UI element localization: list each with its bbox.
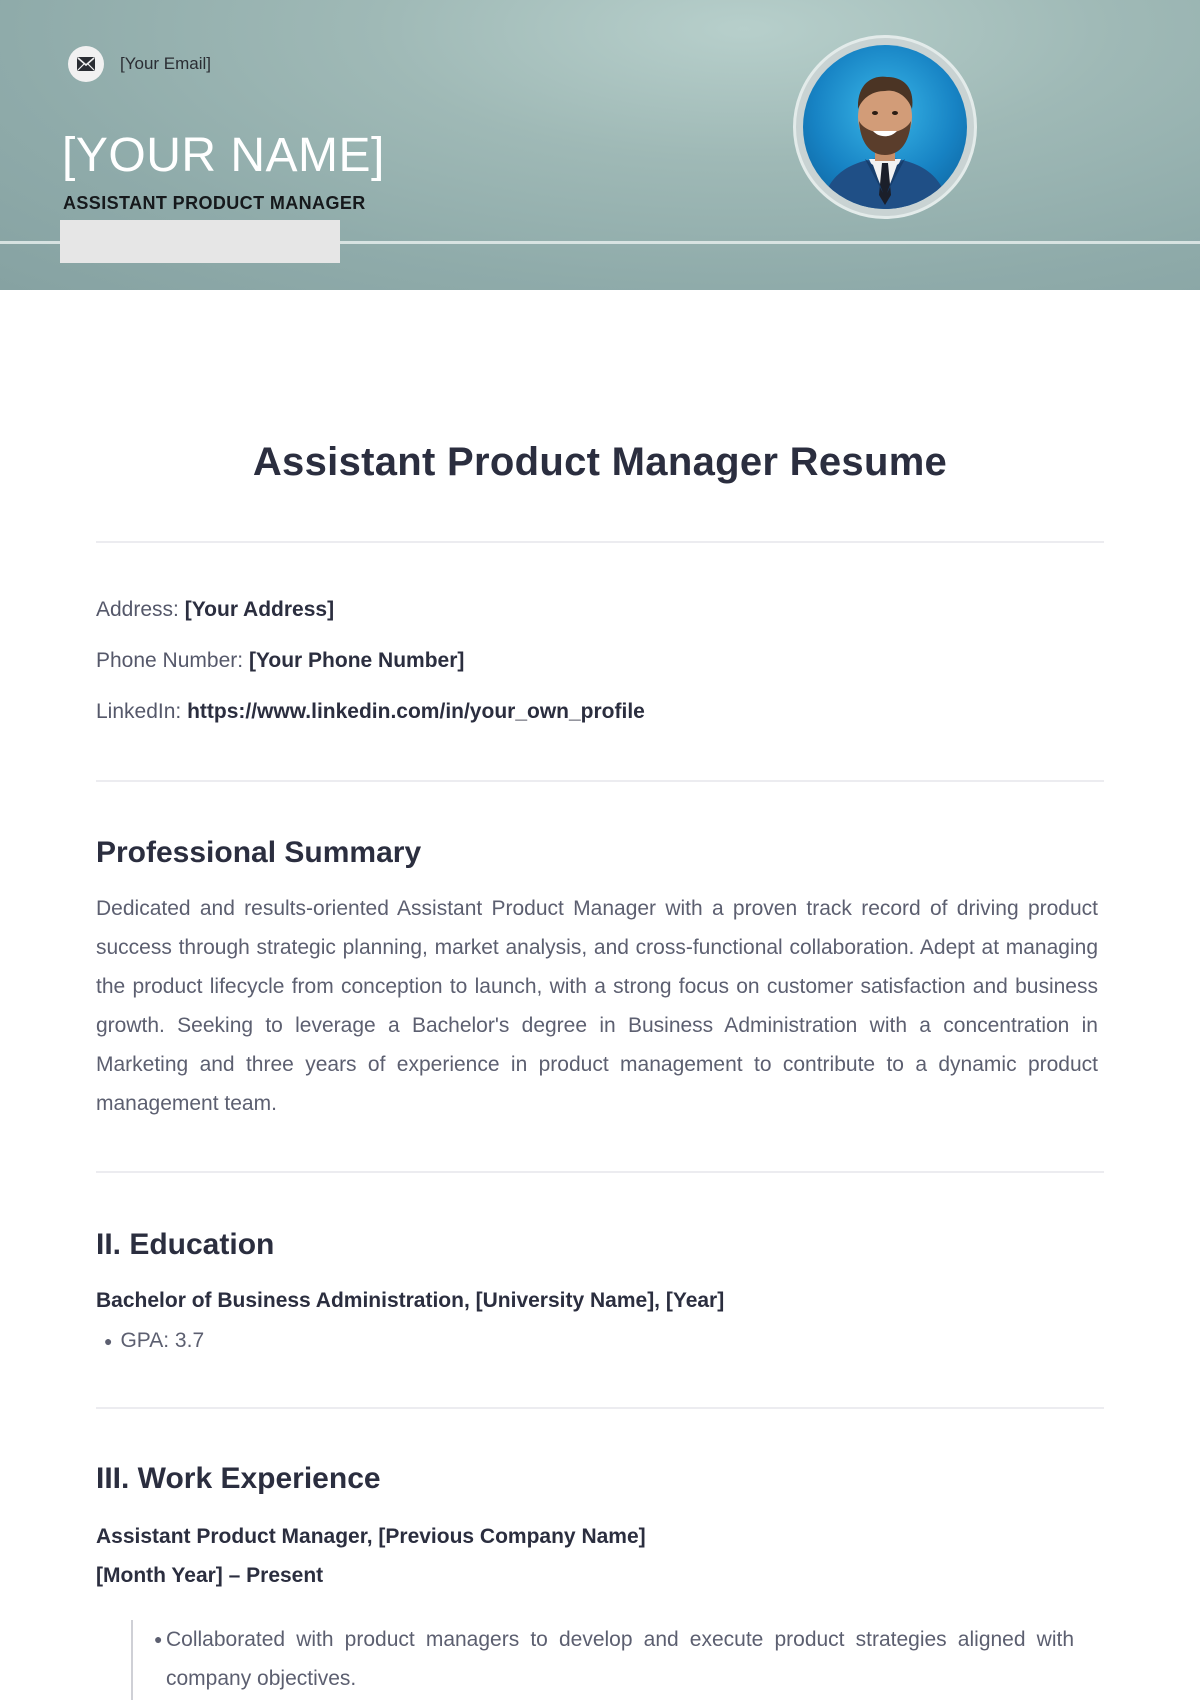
- candidate-role: ASSISTANT PRODUCT MANAGER: [63, 193, 366, 213]
- email-text: [Your Email]: [120, 54, 212, 73]
- education-gpa: GPA: 3.7: [120, 1329, 205, 1352]
- list-item: [104, 1329, 204, 1353]
- education-degree: Bachelor of Business Administration, [University Name], [Year]: [96, 1289, 725, 1312]
- candidate-name: [YOUR NAME]: [62, 129, 385, 182]
- profile-photo: [803, 45, 967, 209]
- email-row: [68, 46, 211, 82]
- address-line: [96, 598, 334, 622]
- section-heading-education: II. Education: [96, 1228, 275, 1261]
- linkedin-label: LinkedIn:: [96, 700, 182, 723]
- summary-paragraph: Dedicated and results-oriented Assistant Product Manager with a proven track record of driving product success through strategic planning, market analysis, and cross-functional collaboration. Adept at managing the product lifecycle from conception to launch, with a strong focus on customer satisfaction and business growth. Seeking to leverage a Bachelor's degree in Business Administration with a concentration in Marketing and three years of experience in product management to contribute to a dynamic product management team.: [96, 897, 1098, 1115]
- header-banner: [0, 0, 1200, 290]
- bullet-dot: ●: [104, 1333, 113, 1350]
- address-value: [Your Address]: [184, 598, 335, 621]
- section-heading-experience: III. Work Experience: [96, 1462, 381, 1495]
- experience-dates: [Month Year] – Present: [96, 1564, 324, 1587]
- banner-placeholder-block: [60, 220, 340, 263]
- document-title: Assistant Product Manager Resume: [252, 440, 948, 484]
- divider: [96, 780, 1104, 782]
- bullet-dot: ●: [154, 1631, 163, 1647]
- list-item: [154, 1620, 1074, 1698]
- experience-bullet: Collaborated with product managers to develop and execute product strategies aligned with company objectives.: [166, 1628, 1074, 1690]
- phone-line: [96, 649, 464, 673]
- avatar-frame: [793, 35, 977, 219]
- divider: [96, 541, 1104, 543]
- divider: [96, 1407, 1104, 1409]
- experience-position: Assistant Product Manager, [Previous Company Name]: [96, 1525, 646, 1548]
- section-heading-summary: Professional Summary: [96, 836, 422, 869]
- linkedin-line: [96, 700, 645, 724]
- address-label: Address:: [96, 598, 179, 621]
- phone-label: Phone Number:: [96, 649, 244, 672]
- divider: [96, 1171, 1104, 1173]
- linkedin-link[interactable]: https://www.linkedin.com/in/your_own_profile: [187, 700, 645, 723]
- quote-bar: [131, 1620, 133, 1700]
- phone-value: [Your Phone Number]: [248, 649, 465, 672]
- envelope-icon: [68, 46, 104, 82]
